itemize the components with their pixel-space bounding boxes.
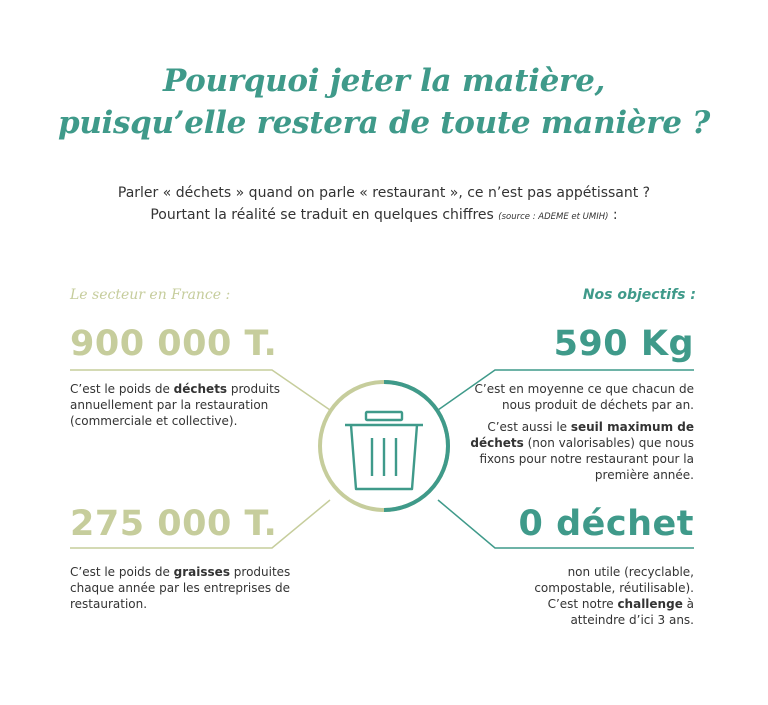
stat-zero-waste: 0 déchet	[518, 504, 694, 544]
intro-line-2-text: Pourtant la réalité se traduit en quelques chiffres	[150, 207, 494, 223]
desc-text: à atteindre d’ici 3 ans.	[570, 597, 694, 627]
intro-source: (source : ADEME et UMIH)	[498, 212, 609, 222]
desc-text: C’est le poids de	[70, 382, 174, 396]
title-line-2: puisqu’elle restera de toute manière ?	[57, 105, 711, 141]
stat-grease-tonnage: 275 000 T.	[70, 504, 278, 544]
stat-kg-description	[464, 381, 694, 483]
trash-bin-icon	[345, 412, 423, 489]
desc-text: C’est le poids de	[70, 565, 174, 579]
desc-text: non utile (recyclable, compostable, réutilisable). C’est notre	[534, 565, 694, 611]
stat-waste-tonnage: 900 000 T.	[70, 324, 278, 364]
desc-text: (non valorisables) que nous fixons pour notre restaurant pour la première année.	[479, 436, 694, 482]
intro-colon: :	[608, 207, 618, 223]
desc-bold: challenge	[617, 597, 683, 611]
section-heading-objectives: Nos objectifs :	[582, 287, 696, 303]
stat-kg-per-person: 590 Kg	[553, 324, 694, 364]
stat-zero-waste-description	[514, 564, 694, 628]
desc-text: produits annuellement par la restauration (commerciale et collective).	[70, 382, 281, 428]
stat-grease-description	[70, 564, 305, 612]
desc-line: C’est en moyenne ce que chacun de nous produit de déchets par an.	[474, 382, 694, 412]
desc-bold: déchets	[173, 382, 228, 396]
desc-paragraph	[464, 419, 694, 483]
desc-text: produites chaque année par les entreprises de restauration.	[70, 565, 291, 611]
desc-bold: graisses	[173, 565, 230, 579]
title-line-1: Pourquoi jeter la matière,	[162, 63, 605, 99]
desc-text: C’est aussi le	[487, 420, 571, 434]
stat-waste-description	[70, 381, 305, 429]
intro-line-1: Parler « déchets » quand on parle « restaurant », ce n’est pas appétissant ?	[117, 185, 651, 201]
section-heading-france: Le secteur en France :	[70, 287, 231, 303]
desc-bold: seuil maximum de déchets	[470, 420, 694, 450]
